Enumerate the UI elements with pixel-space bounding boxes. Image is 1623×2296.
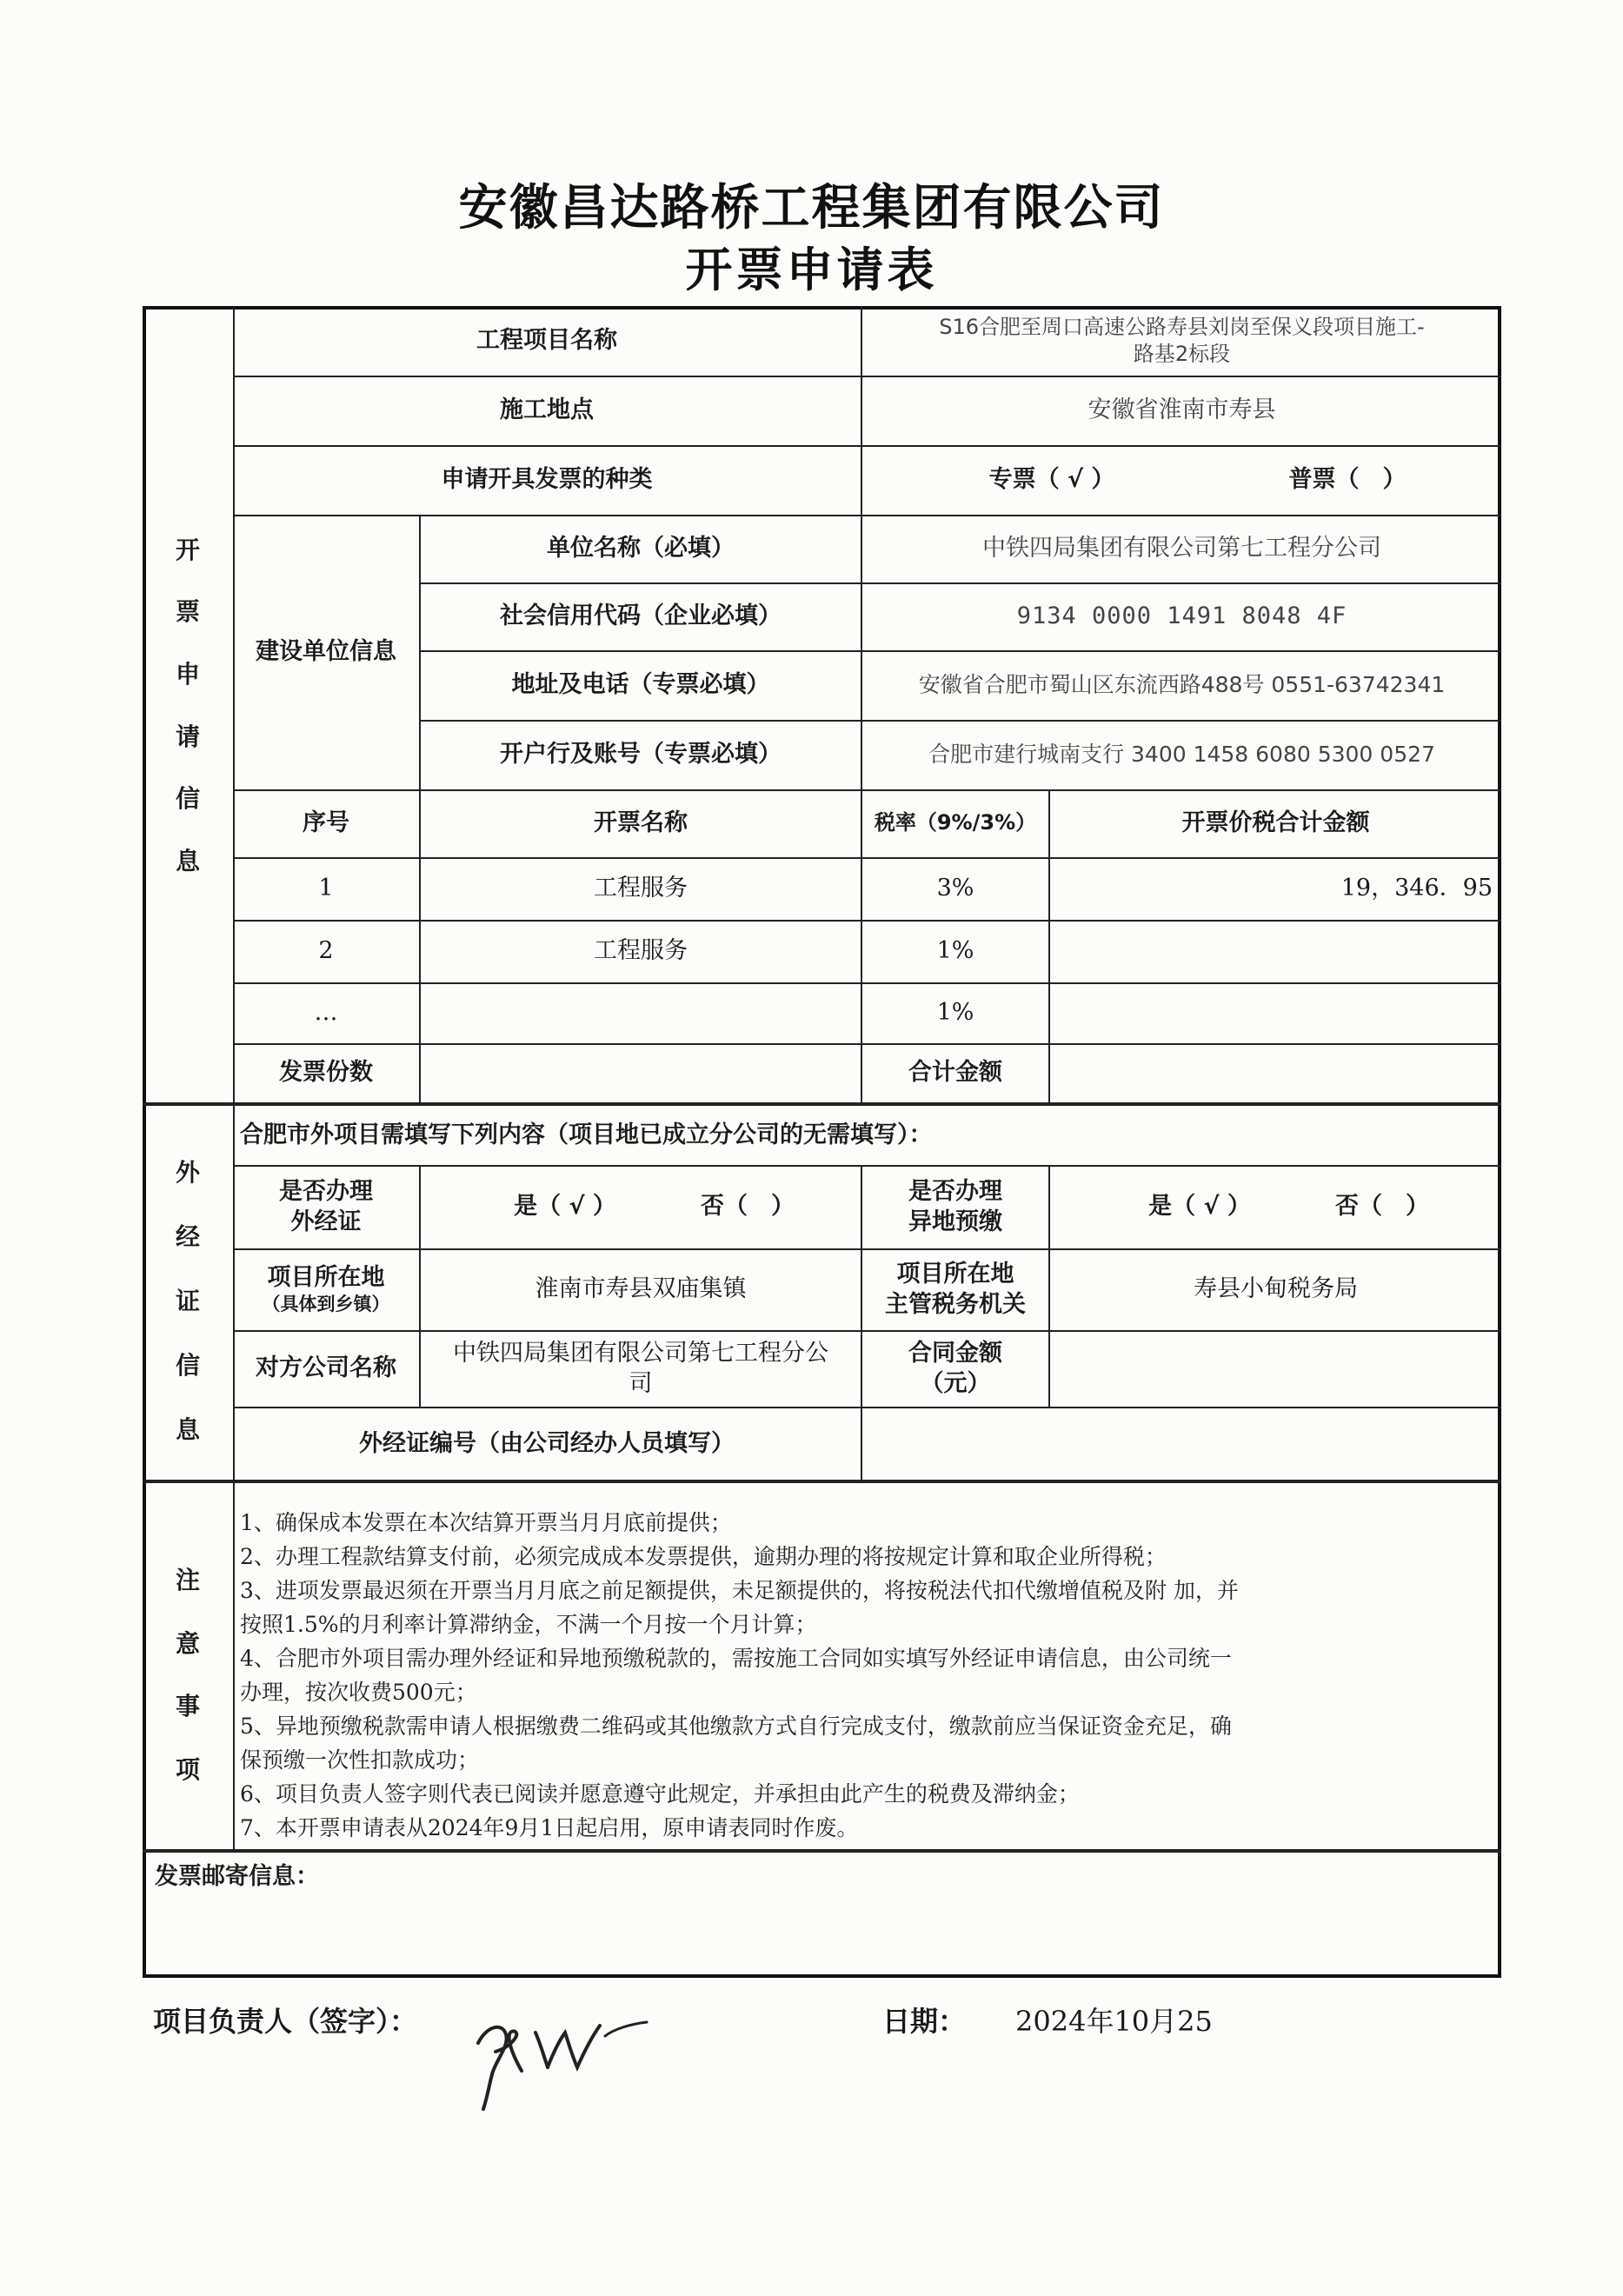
mailing-value[interactable] [150,1904,1488,1973]
prepay-label-2: 异地预缴 [908,1208,1002,1235]
row1-rate[interactable]: 3% [936,875,974,902]
note-line: 1、确保成本发票在本次结算开票当月月底前提供； [240,1510,732,1535]
cert-no-label: 外经证编号（由公司经办人员填写） [359,1430,735,1458]
project-name-value [862,306,1501,376]
credit-code-label: 社会信用代码（企业必填） [500,602,782,630]
side-label-invoice-info-char: 请 [175,722,200,751]
location-label-2: （具体到乡镇） [262,1293,390,1314]
row1-name[interactable]: 工程服务 [594,875,688,902]
note-line: 7、本开票申请表从2024年9月1日起启用，原申请表同时作废。 [240,1815,859,1840]
counterparty-label: 对方公司名称 [256,1354,396,1382]
row3-rate[interactable]: 1% [936,999,974,1027]
normal-invoice-option[interactable]: 普票（ ） [1288,466,1407,494]
contract-amount-label-2: （元） [920,1370,991,1397]
notes-list [240,1506,1496,1845]
prepay-label-1: 是否办理 [908,1177,1002,1205]
side-label-external-cert-char: 息 [175,1415,200,1444]
special-invoice-option[interactable]: 专票（ √ ） [988,466,1115,494]
contract-amount-value[interactable] [1050,1330,1501,1407]
handwritten-signature [461,1991,669,2113]
ext-cert-no[interactable]: 否（ ） [701,1193,795,1221]
bank-label: 开户行及账号（专票必填） [500,741,782,769]
side-label-notes [143,1547,233,1800]
side-label-invoice-info-char: 信 [175,784,200,814]
note-line: 3、进项发票最迟须在开票当月月底之前足额提供，未足额提供的，将按税法代扣代缴增值税及附 加，并 [240,1578,1239,1603]
credit-code-value: 9134 0000 1491 8048 4F [1016,602,1347,630]
side-label-external-cert-char: 外 [175,1158,200,1187]
tax-office-value[interactable]: 寿县小甸税务局 [1194,1275,1358,1303]
row2-amount[interactable] [1050,920,1501,982]
manager-signature-label: 项目负责人（签字）： [153,2005,418,2038]
row2-name[interactable]: 工程服务 [594,937,688,965]
side-label-notes-char: 注 [175,1566,200,1595]
cert-no-value[interactable] [862,1407,1501,1481]
side-label-external-cert-char: 经 [175,1222,200,1251]
prepay-yes[interactable]: 是（ √ ） [1148,1193,1251,1221]
project-name-line2: 路基2标段 [1133,342,1231,366]
ext-cert-label [233,1165,419,1248]
tax-office-label-2: 主管税务机关 [885,1291,1026,1318]
side-label-invoice-info [143,517,233,891]
company-title: 安徽昌达路桥工程集团有限公司 [458,179,1165,236]
note-line: 5、异地预缴税款需申请人根据缴费二维码或其他缴款方式自行完成支付，缴款前应当保证资金充足，确 [240,1714,1232,1739]
location-label-1: 项目所在地 [267,1263,385,1291]
side-label-notes-char: 项 [175,1754,200,1784]
note-line: 2、办理工程款结算支付前，必须完成成本发票提供，逾期办理的将按规定计算和取企业所得税； [240,1544,1167,1569]
col-header-rate: 税率（9%/3%） [874,810,1037,835]
row1-no: 1 [318,875,334,902]
prepay-label [862,1165,1048,1248]
side-label-notes-char: 事 [175,1692,200,1721]
side-label-invoice-info-char: 息 [175,847,200,876]
site-label: 施工地点 [500,396,594,424]
side-label-invoice-info-char: 开 [175,535,200,564]
counterparty-value[interactable] [421,1330,861,1407]
side-label-external-cert [143,1139,233,1461]
copies-value[interactable] [421,1043,861,1102]
prepay-no[interactable]: 否（ ） [1335,1193,1429,1221]
ext-cert-yes[interactable]: 是（ √ ） [514,1193,616,1221]
mailing-label: 发票邮寄信息： [155,1863,319,1891]
tax-office-label-1: 项目所在地 [896,1260,1014,1288]
tax-office-label [862,1248,1048,1330]
side-label-external-cert-char: 信 [175,1351,200,1380]
ext-cert-label-2: 外经证 [290,1208,362,1235]
col-header-no: 序号 [303,809,349,837]
row3-no: … [314,999,338,1027]
note-line: 4、合肥市外项目需办理外经证和异地预缴税款的，需按施工合同如实填写外经证申请信息，由公司统一 [240,1646,1232,1671]
section-divider [143,1849,1501,1853]
note-line: 按照1.5%的月利率计算滞纳金，不满一个月按一个月计算； [240,1612,817,1637]
copies-label: 发票份数 [279,1059,373,1087]
col-header-amount: 开票价税合计金额 [1181,809,1370,837]
external-instruction: 合肥市外项目需填写下列内容（项目地已成立分公司的无需填写）： [240,1121,933,1149]
project-name-label: 工程项目名称 [476,327,617,355]
note-line: 保预缴一次性扣款成功； [240,1747,480,1773]
location-value[interactable]: 淮南市寿县双庙集镇 [535,1275,747,1303]
bank-value: 合肥市建行城南支行 3400 1458 6080 5300 0527 [928,741,1435,767]
row3-name[interactable] [421,982,861,1043]
total-value[interactable] [1050,1043,1501,1102]
row3-amount[interactable] [1050,982,1501,1043]
side-label-invoice-info-char: 票 [175,597,200,627]
note-line: 办理，按次收费500元； [240,1680,477,1705]
row2-no: 2 [318,937,334,965]
total-label: 合计金额 [908,1059,1002,1087]
unit-name-label: 单位名称（必填） [547,535,735,562]
contract-amount-label-1: 合同金额 [908,1339,1002,1367]
project-name-line1: S16合肥至周口高速公路寿县刘岗至保义段项目施工- [939,314,1425,339]
unit-name-value: 中铁四局集团有限公司第七工程分公司 [982,535,1381,562]
builder-info-label: 建设单位信息 [256,638,396,666]
col-header-name: 开票名称 [594,809,688,837]
row2-rate[interactable]: 1% [936,937,974,965]
side-label-invoice-info-char: 申 [175,660,200,689]
note-line: 6、项目负责人签字则代表已阅读并愿意遵守此规定，并承担由此产生的税费及滞纳金； [240,1781,1080,1807]
site-value: 安徽省淮南市寿县 [1088,396,1276,424]
row1-amount[interactable]: 19，346．95 [1340,875,1493,902]
counterparty-line1: 中铁四局集团有限公司第七工程分公 [453,1339,828,1367]
date-label: 日期： [882,2005,967,2038]
date-value[interactable]: 2024年10月25 [1015,2005,1213,2038]
counterparty-line2: 司 [629,1370,653,1397]
side-label-external-cert-char: 证 [175,1287,200,1315]
form-title: 开票申请表 [685,242,938,297]
ext-cert-label-1: 是否办理 [279,1177,373,1205]
invoice-kind-label: 申请开具发票的种类 [441,466,653,494]
address-label: 地址及电话（专票必填） [511,671,770,699]
address-value: 安徽省合肥市蜀山区东流西路488号 0551-63742341 [918,671,1446,697]
contract-amount-label [862,1330,1048,1407]
location-label [233,1248,419,1330]
side-label-notes-char: 意 [175,1628,200,1658]
